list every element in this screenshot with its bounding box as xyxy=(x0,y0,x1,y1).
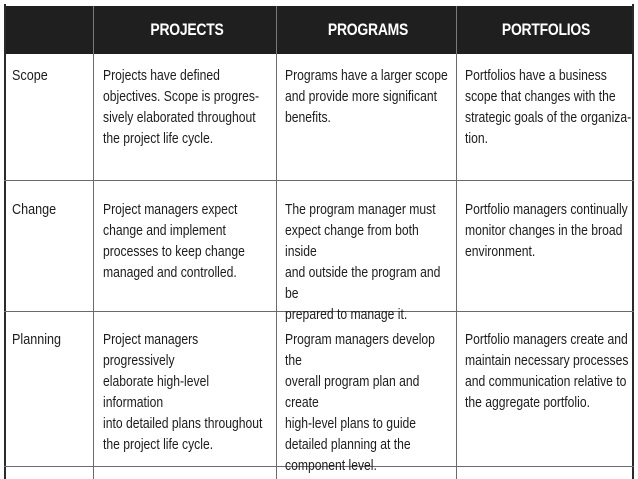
column-header-programs: PROGRAMS xyxy=(327,20,409,39)
cell-change-portfolios: Portfolio managers continually monitor changes in the broad environment. xyxy=(465,201,628,260)
column-divider xyxy=(456,54,457,479)
cell-scope-projects: Projects have defined objectives. Scope is progres- sively elaborated throughout the project life cycle. xyxy=(103,67,259,147)
cell-planning-portfolios: Portfolio managers create and maintain necessary processes and communication relative to the aggregate portfolio. xyxy=(465,331,629,411)
row-divider xyxy=(4,180,634,181)
row-label-scope: Scope xyxy=(12,67,48,84)
cell-planning-projects: Project managers progressively elaborate high-level information into detailed plans throughout the project life cycle. xyxy=(103,331,263,453)
cell-change-projects: Project managers expect change and implement processes to keep change managed and controlled. xyxy=(103,201,245,281)
column-divider xyxy=(93,54,94,479)
cell-planning-programs: Program managers develop the overall program plan and create high-level plans to guide detailed planning at the component level. xyxy=(285,331,435,474)
cell-scope-portfolios: Portfolios have a business scope that changes with the strategic goals of the organiza- tion. xyxy=(465,67,632,147)
column-header-projects: PROJECTS xyxy=(150,20,224,39)
column-header-portfolios: PORTFOLIOS xyxy=(501,20,591,39)
row-label-change: Change xyxy=(12,201,57,218)
cell-scope-programs: Programs have a larger scope and provide more significant benefits. xyxy=(285,67,448,126)
cell-change-programs: The program manager must expect change from both inside and outside the program and be prepared to manage it. xyxy=(285,201,441,323)
row-label-planning: Planning xyxy=(12,331,62,348)
column-divider xyxy=(276,54,277,479)
